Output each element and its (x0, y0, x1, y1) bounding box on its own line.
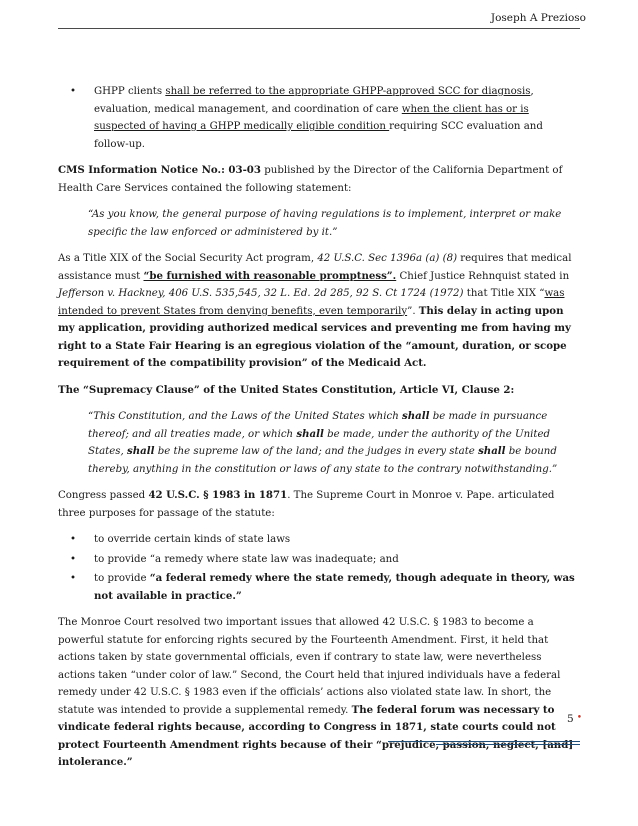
underlined-text: shall be referred to the appropriate GHPP-approved SCC for diagnosis (165, 86, 531, 97)
purposes-list (58, 531, 580, 605)
cms-paragraph: CMS Information Notice No.: 03-03 published by the Director of the California Department of Health Care Services contained the following statement: (58, 164, 563, 194)
footer-rule (388, 741, 580, 742)
cms-quote: “As you know, the general purpose of having regulations is to implement, interpret or make specific the law enforced or administered by it.” (88, 209, 562, 238)
congress-paragraph: Congress passed 42 U.S.C. § 1983 in 1871. The Supreme Court in Monroe v. Pape. articulated three purposes for passage of the statute: (58, 489, 555, 519)
underlined-text: was intended to prevent States from denying benefits, even temporarily (58, 288, 565, 317)
document-body (58, 83, 580, 781)
bullet-dot-icon: • (576, 713, 582, 723)
monroe-paragraph: The Monroe Court resolved two important issues that allowed 42 U.S.C. § 1983 to become a powerful statute for enforcing rights secured by the Fourteenth Amendment. First, it held that actions taken by state governmental officials, even if contrary to state law, were nevertheless actions taken “under color of law.” Second, the Court held that injured individuals have a federal remedy under 42 U.S.C. § 1983 even if the officials’ actions also violated state law. In short, the statute was intended to provide a supplemental remedy. The federal forum was necessary to vindicate federal rights because, according to Congress in 1871, state courts could not protect Fourteenth Amendment rights because of their “prejudice, passion, neglect, [and] intolerance.” (58, 617, 574, 768)
footer-rule (436, 744, 580, 745)
list-item: • to provide “a remedy where state law was inadequate; and (58, 551, 580, 569)
bold-statement: The federal forum was necessary to vindicate federal rights because, according to Congress in 1871, state courts could not protect Fourteenth Amendment rights because of their “prejudice, passion, neglect, [and] intolerance.” (58, 703, 574, 768)
supremacy-heading: The “Supremacy Clause” of the United States Constitution, Article VI, Clause 2: (58, 383, 515, 396)
statute-citation: 42 U.S.C. § 1983 in 1871 (148, 489, 288, 501)
page-number: 5 • (567, 713, 582, 725)
supremacy-quote: “This Constitution, and the Laws of the United States which shall be made in pursuance thereof; and all treaties made, or which shall be made, under the authority of the United States, shall be the supreme law of the land; and the judges in every state shall be bound thereby, anything in the constitution or laws of any state to the contrary notwithstanding.” (88, 410, 558, 475)
list-item: • GHPP clients shall be referred to the appropriate GHPP-approved SCC for diagnosis, evaluation, medical management, and coordination of care when the client has or is suspected of having a GHPP medically eligible condition requiring SCC evaluation and follow-up. (58, 83, 580, 153)
case-citation: Jefferson v. Hackney, 406 U.S. 535,545, 32 L. Ed. 2d 285, 92 S. Ct 1724 (1972) (58, 288, 464, 299)
header-author: Joseph A Prezioso (490, 12, 586, 24)
reasonable-promptness: “be furnished with reasonable promptness”. (143, 269, 397, 282)
title19-paragraph: As a Title XIX of the Social Security Act program, 42 U.S.C. Sec 1396a (a) (8) requires that medical assistance must “be furnished with reasonable promptness”. Chief Justice Rehnquist stated in Jefferson v. Hackney, 406 U.S. 535,545, 32 L. Ed. 2d 285, 92 S. Ct 1724 (1972) that Title XIX “was intended to prevent States from denying benefits, even temporarily”. This delay in acting upon my application, providing authorized medical services and preventing me from having my right to a State Fair Hearing is an egregious violation of the “amount, duration, or scope requirement of the compatibility provision” of the Medicaid Act. (58, 253, 572, 369)
list-item: • to override certain kinds of state laws (58, 531, 580, 549)
underlined-text: when the client has or is suspected of having a GHPP medically eligible condition (94, 103, 529, 132)
cms-label: CMS Information Notice No.: 03-03 (58, 164, 261, 176)
ghpp-list (58, 83, 580, 153)
header-rule (58, 28, 580, 29)
list-item: • to provide “a federal remedy where the state remedy, though adequate in theory, was not available in practice.” (58, 570, 580, 605)
bold-statement: This delay in acting upon my application, providing authorized medical services and preventing me from having my right to a State Fair Hearing is an egregious violation of the “amount, duration, or scope requirement of the compatibility provision” of the Medicaid Act. (58, 304, 571, 369)
